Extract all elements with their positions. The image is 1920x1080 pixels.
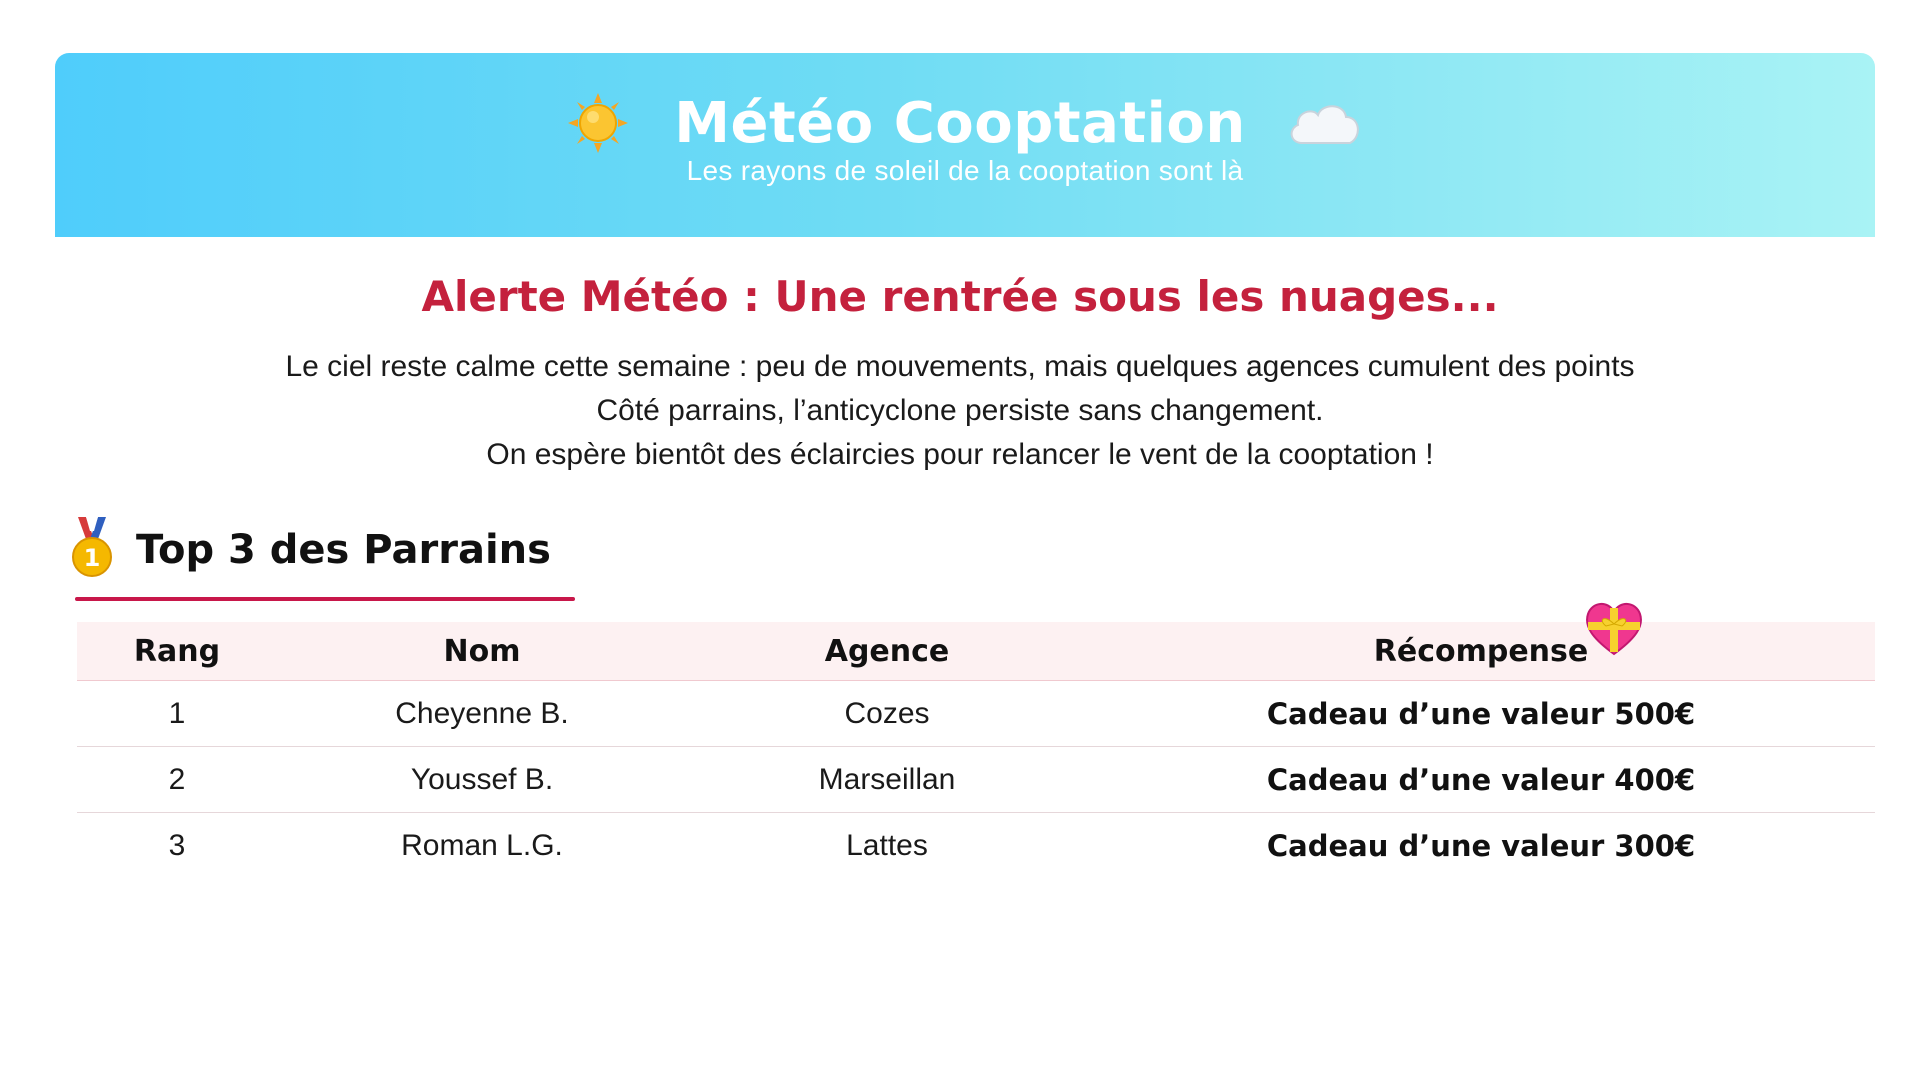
cell-reward: Cadeau d’une valeur 400€ bbox=[1266, 762, 1696, 797]
cell-rank: 3 bbox=[168, 828, 186, 862]
table-row bbox=[77, 813, 1875, 878]
cloud-icon bbox=[1286, 97, 1364, 149]
banner-title: Météo Cooptation bbox=[674, 90, 1246, 156]
cell-agency: Lattes bbox=[846, 828, 928, 862]
cell-reward: Cadeau d’une valeur 300€ bbox=[1266, 828, 1696, 863]
alert-title: Alerte Météo : Une rentrée sous les nuages... bbox=[421, 272, 1499, 321]
header-reward: Récompense bbox=[1373, 633, 1589, 669]
banner-title-row bbox=[55, 83, 1875, 163]
leaderboard-table bbox=[77, 622, 1875, 878]
section-title: Top 3 des Parrains bbox=[136, 527, 551, 573]
cell-rank: 1 bbox=[168, 696, 186, 730]
header-rank: Rang bbox=[133, 633, 221, 669]
section-heading bbox=[70, 515, 551, 585]
cell-agency: Cozes bbox=[844, 696, 930, 730]
alert-line: On espère bientôt des éclaircies pour relancer le vent de la cooptation ! bbox=[486, 438, 1434, 471]
gift-heart-icon bbox=[1582, 596, 1646, 665]
medal-icon bbox=[70, 517, 114, 584]
banner-subtitle: Les rayons de soleil de la cooptation sont là bbox=[686, 155, 1244, 186]
section-underline bbox=[75, 597, 575, 601]
cell-rank: 2 bbox=[168, 762, 186, 796]
sun-icon bbox=[566, 91, 630, 155]
header-name: Nom bbox=[443, 633, 521, 669]
svg-text:1: 1 bbox=[83, 543, 101, 572]
header-banner bbox=[55, 53, 1875, 237]
alert-line: Le ciel reste calme cette semaine : peu de mouvements, mais quelques agences cumulent des points bbox=[285, 350, 1635, 383]
table-row bbox=[77, 747, 1875, 813]
cell-name: Cheyenne B. bbox=[395, 696, 569, 730]
cell-name: Roman L.G. bbox=[401, 828, 563, 862]
cell-reward: Cadeau d’une valeur 500€ bbox=[1266, 696, 1696, 731]
alert-body bbox=[0, 345, 1920, 477]
table-row bbox=[77, 681, 1875, 747]
header-agency: Agence bbox=[824, 633, 950, 669]
cell-name: Youssef B. bbox=[410, 762, 554, 796]
alert-line: Côté parrains, l’anticyclone persiste sans changement. bbox=[596, 394, 1324, 427]
cell-agency: Marseillan bbox=[818, 762, 956, 796]
